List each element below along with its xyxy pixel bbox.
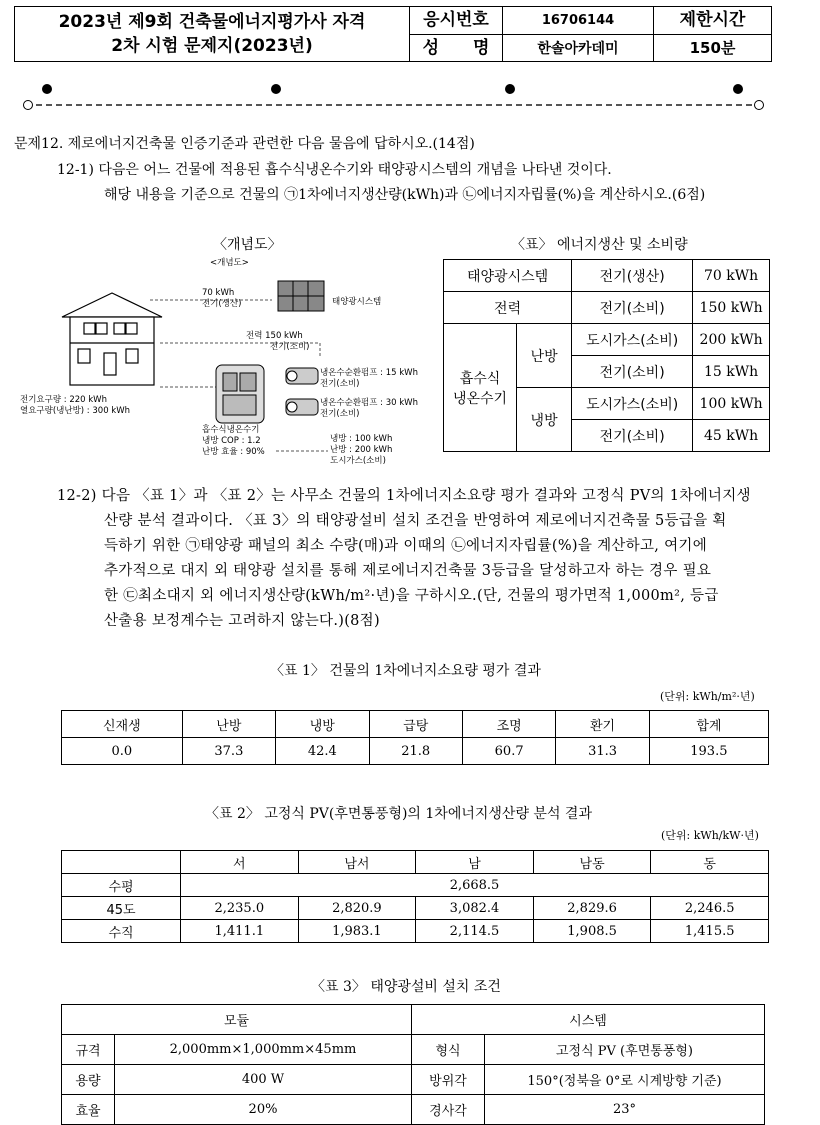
examinee-name: 한솔아카데미 (503, 34, 654, 62)
t2-header: 동 (651, 851, 769, 874)
pv-gen-sub: 전기(생산) (202, 299, 242, 309)
diagram-inner-caption: <개념도> (210, 258, 249, 268)
energy-cell: 도시가스(소비) (572, 388, 693, 420)
t3-value: 400 W (115, 1065, 412, 1095)
table2-unit: (단위: kWh/kW·년) (661, 829, 759, 842)
question-12-2-line: 득하기 위한 ㉠태양광 패널의 최소 수량(매)과 이때의 ㉡에너지자립률(%)을 계산하고, 여기에 (104, 538, 708, 554)
punch-dot (733, 84, 743, 94)
t2-value: 2,829.6 (533, 897, 651, 920)
question-12-2-line: 추가적으로 대지 외 태양광 설치를 통해 제로에너지건축물 3등급을 달성하고자 하는 경우 필요 (104, 563, 712, 579)
t3-label: 규격 (62, 1035, 115, 1065)
cut-line-end (754, 100, 764, 110)
table3 (61, 1004, 765, 1125)
power-use: 전력 150 kWh (246, 331, 303, 341)
pv-label: 태양광시스템 (332, 297, 382, 307)
pump2-sub: 전기(소비) (320, 409, 360, 419)
pump2: 냉온수순환펌프 : 30 kWh (320, 398, 418, 408)
t1-value: 21.8 (369, 738, 462, 765)
energy-cell: 전기(소비) (572, 356, 693, 388)
t3-value: 2,000mm×1,000mm×45mm (115, 1035, 412, 1065)
cut-line-end (23, 100, 33, 110)
energy-table (443, 259, 770, 452)
cut-line (36, 104, 752, 106)
energy-value: 70 kWh (693, 260, 770, 292)
question-12-2-line: 한 ㉢최소대지 외 에너지생산량(kWh/m²·년)을 구하시오.(단, 건물의 평가면적 1,000m², 등급 (104, 588, 719, 604)
t2-value: 2,820.9 (298, 897, 416, 920)
chiller-eff: 난방 효율 : 90% (202, 447, 265, 457)
t3-value: 23° (485, 1095, 765, 1125)
gas-cool: 냉방 : 100 kWh (330, 434, 393, 444)
energy-cell: 냉방 (517, 388, 572, 452)
diagram-caption: 〈개념도〉 (213, 237, 282, 253)
energy-value: 150 kWh (693, 292, 770, 324)
t2-value: 1,908.5 (533, 920, 651, 943)
t3-label: 경사각 (412, 1095, 485, 1125)
t2-value: 1,415.5 (651, 920, 769, 943)
t2-header: 서 (181, 851, 299, 874)
t2-corner (62, 851, 181, 874)
question-12-2 (57, 484, 751, 634)
t1-value: 31.3 (556, 738, 649, 765)
t3-header: 모듈 (62, 1005, 412, 1035)
t1-value: 0.0 (62, 738, 183, 765)
table1-caption: 〈표 1〉 건물의 1차에너지소요량 평가 결과 (270, 663, 541, 679)
t2-row-label: 45도 (62, 897, 181, 920)
energy-value: 15 kWh (693, 356, 770, 388)
chiller-icon (216, 365, 264, 423)
t3-label: 방위각 (412, 1065, 485, 1095)
t2-header: 남동 (533, 851, 651, 874)
energy-cell-absorption (444, 324, 517, 452)
t3-value: 고정식 PV (후면통풍형) (485, 1035, 765, 1065)
t2-value: 3,082.4 (416, 897, 534, 920)
pv-gen: 70 kWh (202, 288, 235, 298)
exam-no: 16706144 (503, 7, 654, 35)
t2-header: 남 (416, 851, 534, 874)
time-limit: 150분 (654, 34, 772, 62)
question-12-2-line: 산출용 보정계수는 고려하지 않는다.)(8점) (104, 613, 380, 629)
t1-header: 조명 (462, 711, 555, 738)
t1-value: 60.7 (462, 738, 555, 765)
building-icon (62, 293, 162, 385)
t1-value: 193.5 (649, 738, 768, 765)
bldg-heat: 열요구량(냉난방) : 300 kWh (20, 406, 131, 416)
pump1-sub: 전기(소비) (320, 379, 360, 389)
t1-value: 42.4 (276, 738, 369, 765)
energy-cell: 전기(소비) (572, 292, 693, 324)
pump-icon (286, 368, 318, 384)
chiller-label: 흡수식냉온수기 (202, 425, 260, 435)
table3-caption: 〈표 3〉 태양광설비 설치 조건 (311, 979, 501, 995)
t1-header: 신재생 (62, 711, 183, 738)
energy-cell: 전력 (444, 292, 572, 324)
t3-value: 150°(정북을 0°로 시계방향 기준) (485, 1065, 765, 1095)
absorption-label2: 냉온수기 (452, 390, 508, 407)
t3-header: 시스템 (412, 1005, 765, 1035)
t2-value: 2,668.5 (181, 874, 769, 897)
energy-cell: 태양광시스템 (444, 260, 572, 292)
chiller-cop: 냉방 COP : 1.2 (202, 436, 261, 446)
punch-dot (271, 84, 281, 94)
table2-caption: 〈표 2〉 고정식 PV(후면통풍형)의 1차에너지생산량 분석 결과 (205, 806, 592, 822)
t1-header: 난방 (182, 711, 275, 738)
t3-label: 용량 (62, 1065, 115, 1095)
table1-unit: (단위: kWh/m²·년) (660, 690, 755, 703)
question-12-2-line: 12-2) 다음 〈표 1〉과 〈표 2〉는 사무소 건물의 1차에너지소요량 평가 결과와 고정식 PV의 1차에너지생 (57, 488, 751, 504)
exam-title (15, 7, 410, 62)
t2-row-label: 수평 (62, 874, 181, 897)
t2-header: 남서 (298, 851, 416, 874)
punch-dot (42, 84, 52, 94)
t1-header: 환기 (556, 711, 649, 738)
t3-label: 효율 (62, 1095, 115, 1125)
exam-title-line1: 2023년 제9회 건축물에너지평가사 자격 (58, 12, 366, 32)
question-title: 문제12. 제로에너지건축물 인증기준과 관련한 다음 물음에 답하시오.(14점) (14, 136, 475, 152)
question-12-1-line2: 해당 내용을 기준으로 건물의 ㉠1차에너지생산량(kWh)과 ㉡에너지자립률(%)을 계산하시오.(6점) (104, 187, 706, 203)
bldg-elec: 전기요구량 : 220 kWh (20, 395, 107, 405)
energy-cell: 도시가스(소비) (572, 324, 693, 356)
energy-cell: 전기(소비) (572, 420, 693, 452)
table2 (61, 850, 769, 943)
t1-value: 37.3 (182, 738, 275, 765)
absorption-label: 흡수식 (459, 370, 501, 387)
t2-value: 2,114.5 (416, 920, 534, 943)
energy-table-caption: 〈표〉 에너지생산 및 소비량 (511, 237, 688, 253)
concept-diagram (20, 255, 440, 470)
punch-dot (505, 84, 515, 94)
t3-value: 20% (115, 1095, 412, 1125)
t2-value: 1,983.1 (298, 920, 416, 943)
exam-header (14, 6, 772, 62)
pump1: 냉온수순환펌프 : 15 kWh (320, 368, 418, 378)
gas-sub: 도시가스(소비) (330, 456, 386, 466)
power-use-sub: 전기(소비) (270, 342, 310, 352)
exam-title-line2: 2차 시험 문제지(2023년) (111, 36, 313, 56)
t2-value: 2,235.0 (181, 897, 299, 920)
t1-header: 합계 (649, 711, 768, 738)
solar-panel-icon (278, 281, 324, 311)
gas-heat: 난방 : 200 kWh (330, 445, 393, 455)
t1-header: 냉방 (276, 711, 369, 738)
t2-value: 2,246.5 (651, 897, 769, 920)
t2-row-label: 수직 (62, 920, 181, 943)
pump-icon (286, 399, 318, 415)
t1-header: 급탕 (369, 711, 462, 738)
energy-value: 100 kWh (693, 388, 770, 420)
t2-value: 1,411.1 (181, 920, 299, 943)
energy-value: 45 kWh (693, 420, 770, 452)
energy-cell: 난방 (517, 324, 572, 388)
time-label: 제한시간 (654, 7, 772, 35)
table1 (61, 710, 769, 765)
question-12-2-line: 산량 분석 결과이다. 〈표 3〉의 태양광설비 설치 조건을 반영하여 제로에너지건축물 5등급을 획 (104, 513, 727, 529)
energy-cell: 전기(생산) (572, 260, 693, 292)
name-label: 성 명 (410, 34, 503, 62)
energy-value: 200 kWh (693, 324, 770, 356)
question-12-1-line1: 12-1) 다음은 어느 건물에 적용된 흡수식냉온수기와 태양광시스템의 개념을 나타낸 것이다. (57, 162, 612, 178)
exam-no-label: 응시번호 (410, 7, 503, 35)
t3-label: 형식 (412, 1035, 485, 1065)
